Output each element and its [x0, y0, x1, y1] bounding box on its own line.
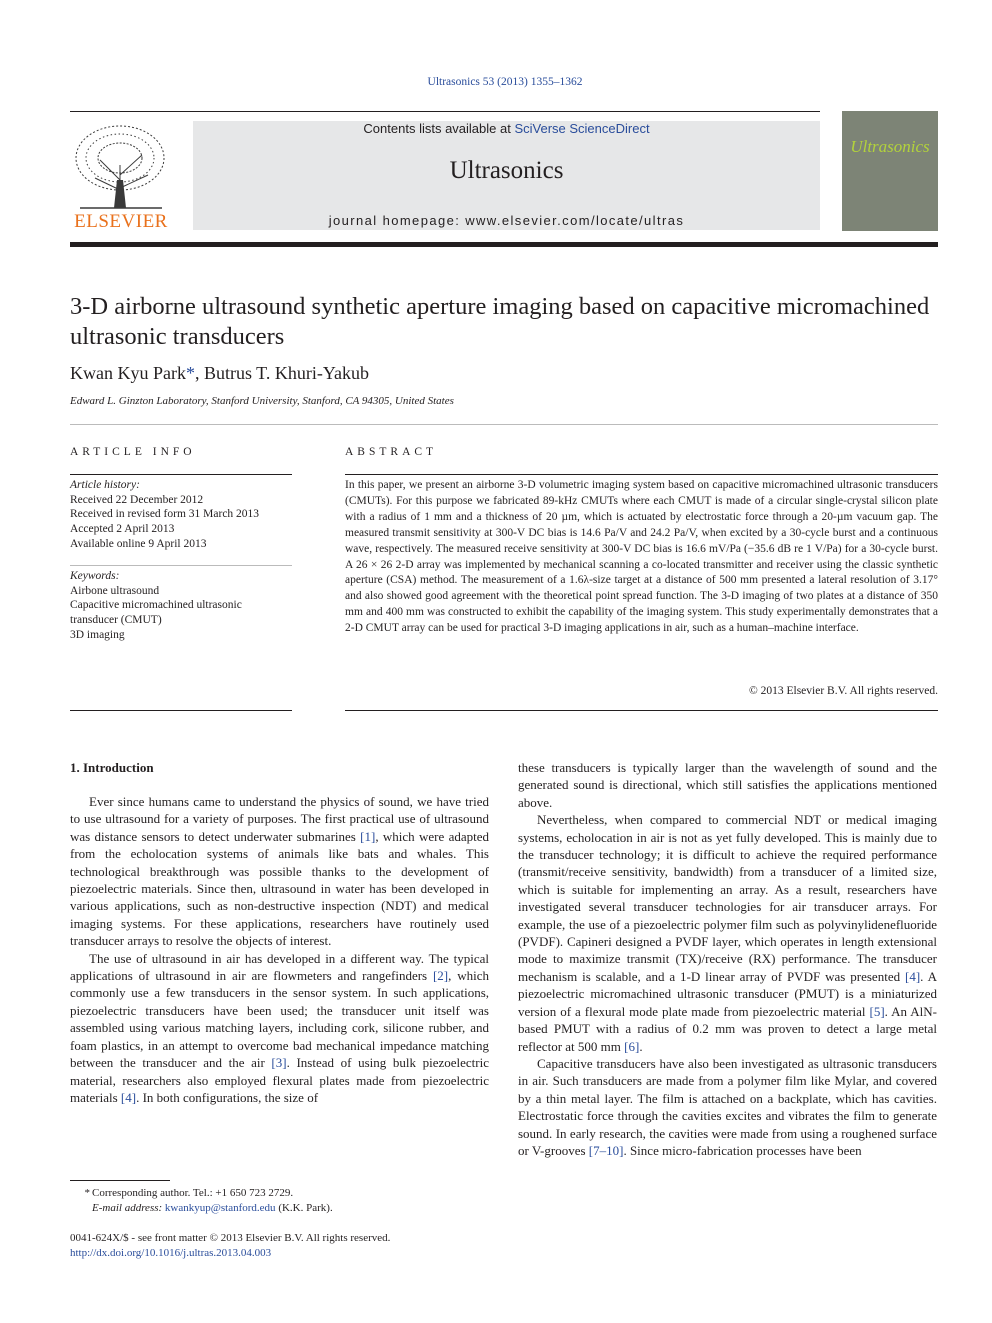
affiliation: Edward L. Ginzton Laboratory, Stanford University, Stanford, CA 94305, United States	[70, 395, 454, 407]
elsevier-wordmark: ELSEVIER	[74, 211, 168, 232]
journal-homepage[interactable]: journal homepage: www.elsevier.com/locate/ultras	[328, 213, 685, 228]
abstract-copyright: © 2013 Elsevier B.V. All rights reserved.	[749, 685, 938, 697]
article-title: 3-D airborne ultrasound synthetic aperture imaging based on capacitive micromachined ultrasonic transducers	[70, 293, 930, 350]
author-email-link[interactable]: kwankyup@stanford.edu	[164, 1201, 276, 1214]
abstract-rule-top	[345, 474, 938, 475]
email-label: E-mail address:	[92, 1201, 163, 1214]
journal-cover-thumbnail	[842, 111, 938, 231]
paragraph: these transducers is typically larger than the wavelength of sound and the generated sound is directional, which still satisfies the applications mentioned above.	[518, 760, 937, 810]
section-heading-introduction: 1. Introduction	[70, 760, 154, 775]
footnote-rule	[70, 1180, 170, 1181]
journal-citation[interactable]: Ultrasonics 53 (2013) 1355–1362	[427, 76, 583, 88]
cover-title: Ultrasonics	[850, 137, 930, 156]
citation-link[interactable]: [1]	[360, 828, 376, 844]
paragraph: Capacitive transducers have also been investigated as ultrasonic transducers in air. Such transducers are made from a polymer film like Mylar, and covered by a thin metal layer. The film is attached on a backplate, which has cavities. Electrostatic force through the cavities excites and vibrates the film to generate sound. In early research, the cavities were made from using a roughened surface or V-grooves [7–10]. Since micro-fabrication processes have been	[518, 1055, 937, 1158]
citation-link[interactable]: [4]	[120, 1089, 137, 1105]
history-revised: Received in revised form 31 March 2013	[70, 508, 260, 521]
footnote	[70, 1186, 489, 1215]
keywords-label: Keywords:	[70, 570, 120, 582]
article-history	[70, 478, 292, 552]
citation-link[interactable]: [3]	[271, 1055, 287, 1071]
author-separator: ,	[194, 363, 204, 383]
keyword: Capacitive micromachined ultrasonic transducer (CMUT)	[70, 599, 242, 627]
history-received: Received 22 December 2012	[70, 493, 204, 506]
info-rule-mid	[70, 565, 292, 566]
info-rule-top	[70, 474, 292, 475]
paragraph: Ever since humans came to understand the physics of sound, we have tried to use ultrasound for a variety of purposes. The first practical use of ultrasound was distance sensors to detect underwater submarines [1], which were adapted from the echolocation systems of animals like bats and whales. This technological breakthrough was possible thanks to the development of piezoelectric materials. Since then, ultrasound in water has been developed in various applications, such as non-destructive inspection (NDT) and medical imaging systems. For these applications, researchers have routinely used transducer arrays to resolve the objects of interest.	[70, 794, 489, 949]
contents-line: Contents lists available at SciVerse ScienceDirect	[363, 121, 650, 136]
corresponding-author-note: Corresponding author. Tel.: +1 650 723 2729.	[92, 1187, 294, 1199]
citation-link[interactable]: [2]	[432, 968, 449, 984]
history-accepted: Accepted 2 April 2013	[70, 523, 175, 536]
abstract-heading: ABSTRACT	[345, 446, 438, 458]
header-thick-rule	[70, 242, 938, 247]
citation-link[interactable]: [7–10]	[588, 1142, 624, 1158]
email-suffix: (K.K. Park).	[275, 1201, 333, 1214]
paragraph: Nevertheless, when compared to commercial NDT or medical imaging systems, echolocation in air is not as yet fully developed. This is mainly due to the transducer technology; it is difficult to achieve the required performance (transmit/receive sensitivity, bandwidth) from a transducer of a limited size, which is suitable for implementing an array. As a result, researchers have investigated several transducer technologies for air transducer arrays. For example, the use of a piezoelectric polymer film such as polyvinylidenefluoride (PVDF). Capineri designed a PVDF layer, which operates in length extensional mode to maximize transmit (TX)/receive (RX) performance. The transducer mechanism is scalable, and a 1-D linear array of PVDF was presented [4]. A piezoelectric micromachined ultrasonic transducer (PMUT) is a miniaturized version of a flexural mode plate made from piezoelectric material [5]. An AlN-based PMUT with a radius of 0.2 mm was proven to detect a large metal reflector at 500 mm [6].	[518, 812, 938, 1054]
citation-link[interactable]: [4]	[905, 968, 921, 984]
journal-name: Ultrasonics	[449, 157, 564, 184]
keyword: Airbone ultrasound	[70, 584, 160, 597]
title-rule	[70, 424, 938, 425]
doi-link[interactable]: http://dx.doi.org/10.1016/j.ultras.2013.04.003	[70, 1246, 272, 1259]
issn-line: 0041-624X/$ - see front matter © 2013 Elsevier B.V. All rights reserved.	[70, 1232, 391, 1244]
history-online: Available online 9 April 2013	[70, 537, 207, 550]
front-matter	[70, 1231, 489, 1260]
citation-link[interactable]: [6]	[624, 1038, 640, 1054]
abstract-text: In this paper, we present an airborne 3-D volumetric imaging system based on capacitive micromachined ultrasonic transducers (CMUTs). For this purpose we fabricated 89-kHz CMUTs where each CMUT is made of a circular single-crystal silicon plate with a radius of 1 mm and a thickness of 20 µm, which is actuated by electrostatic force through a 20-µm vacuum gap. The measured transmit sensitivity at 300-V DC bias is 14.6 Pa/V and 24.2 Pa/V, when excited by a 30-cycle burst and a continuous wave, respectively. The measured receive sensitivity at 300-V DC bias is 16.6 mV/Pa (−35.6 dB re 1 V/Pa) for a 30-cycle burst. A 26 × 26 2-D array was implemented by mechanical scanning a co-located transmitter and receiver using the classic synthetic aperture (CSA) method. The measurement of a 1.6λ-size target at a distance of 500 mm presented a lateral resolution of 3.17° and also showed good agreement with the theoretical point spread function. The 3-D imaging of two plates at a distance of 350 mm and 400 mm was constructed to exhibit the capability of the imaging system. This study experimentally demonstrates that a 2-D CMUT array can be used for practical 3-D imaging applications in air, such as a human–machine interface.	[345, 479, 938, 635]
citation-link[interactable]: [5]	[869, 1003, 885, 1019]
history-label: Article history:	[70, 479, 140, 491]
info-rule-bottom	[70, 710, 292, 711]
header-rule	[70, 111, 820, 112]
keywords	[70, 569, 292, 643]
keyword: 3D imaging	[70, 628, 125, 641]
sciencedirect-link[interactable]: SciVerse ScienceDirect	[514, 121, 650, 136]
author-1: Kwan Kyu Park	[70, 363, 186, 383]
abstract-rule-bottom	[345, 710, 938, 711]
article-info-heading: ARTICLE INFO	[70, 446, 196, 458]
paragraph: The use of ultrasound in air has developed in a different way. The typical applications of ultrasound in air are flowmeters and rangefinders [2], which commonly use a few transducers in the sensor system. In such applications, piezoelectric transducers have been used; the transducer unit itself was assembled using various matching layers, including cork, silicone rubber, and foam plastics, in an attempt to overcome bad mechanical impedance matching between the transducer and the air [3]. Instead of using bulk piezoelectric material, researchers also employed flexural plates made from piezoelectric materials [4]. In both configurations, the size of	[70, 950, 489, 1105]
corresponding-author-mark[interactable]: *	[185, 363, 195, 383]
footnote-mark: *	[84, 1187, 90, 1199]
author-2: Butrus T. Khuri-Yakub	[203, 363, 369, 383]
author-list	[70, 363, 369, 384]
body-column-right	[518, 759, 937, 1159]
body-column-left	[70, 793, 489, 1106]
